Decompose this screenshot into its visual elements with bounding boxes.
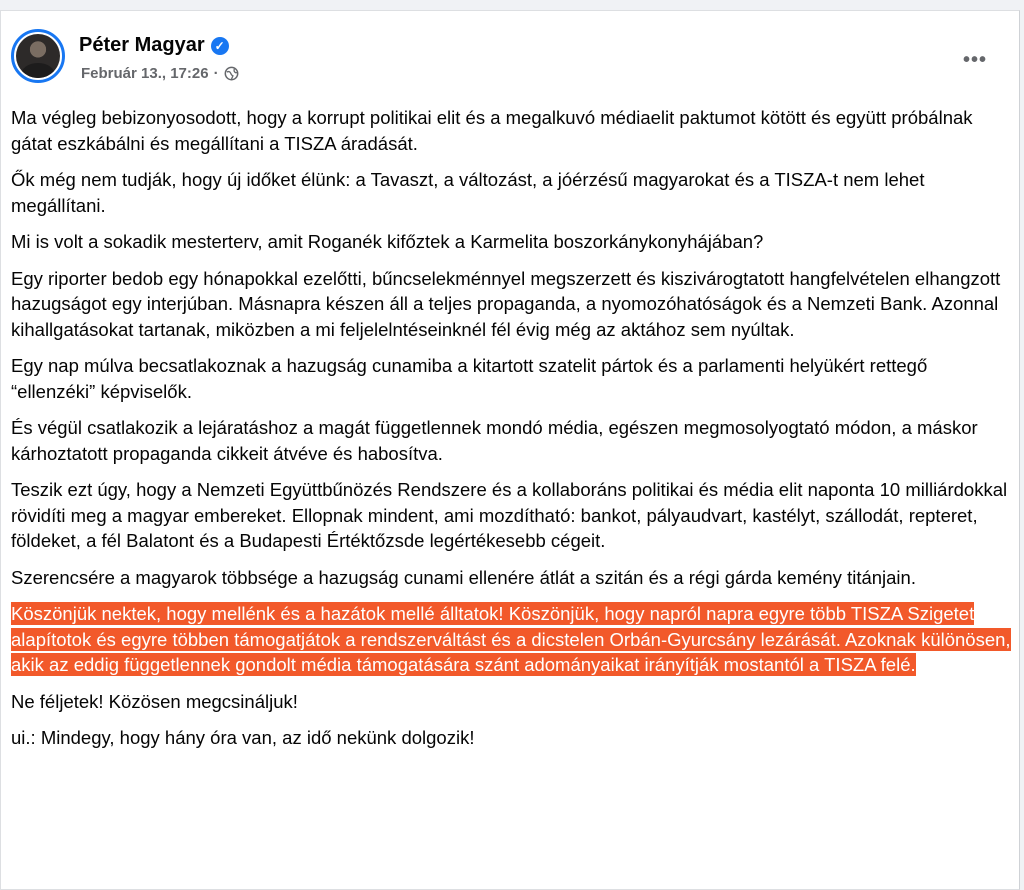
author-row [79,34,229,57]
closing-line: Ne féljetek! Közösen megcsináljuk! [11,690,298,712]
avatar-image [16,34,60,78]
post-paragraph: Szerencsére a magyarok többsége a hazugság cunami ellenére átlát a szitán és a régi gárda kemény titánjain. [11,566,916,588]
closing-line: ui.: Mindegy, hogy hány óra van, az idő nekünk dolgozik! [11,727,475,748]
globe-icon[interactable] [224,66,239,81]
meta-separator: · [213,65,219,82]
verified-badge-icon: ✓ [211,37,229,55]
post-paragraph: És végül csatlakozik a lejáratáshoz a magát függetlennek mondó média, egészen megmosolyogtató módon, a máskor kárhoztatott propaganda cikkeit átvéve és habosítva. [11,417,978,464]
post-paragraph: Ők még nem tudják, hogy új időket élünk: a Tavaszt, a változást, a jóérzésű magyarokat és a TISZA-t nem lehet megállítani. [11,169,925,216]
post-meta [81,65,239,82]
highlighted-paragraph [11,601,1011,678]
post-paragraph: Teszik ezt úgy, hogy a Nemzeti Együttbűnözés Rendszere és a kollaboráns politikai és média elit naponta 10 milliárdokkal rövidíti meg a magyar embereket. Ellopnak mindent, ami mozdítható: bankot, pályaudvart, kastélyt, szállodát, repteret, földeket, a fél Balatont és a Budapesti Értéktőzsde legértékesebb cégeit. [11,479,1008,551]
post-header [11,29,1019,93]
post-paragraph: Egy riporter bedob egy hónapokkal ezelőtti, bűncselekménnyel megszerzett és kiszivárogtatott hangfelvételen elhangzott hazugságot egy interjúban. Másnapra készen áll a teljes propaganda, a nyomozóhatóságok és a Nemzeti Bank. Azonnal kihallgatásokat tartanak, miközben a mi feljelelntéseinknél fél évig még az aktához sem nyúltak. [11,267,1001,340]
post-timestamp[interactable]: Február 13., 17:26 [81,65,209,82]
highlighted-text: Köszönjük nektek, hogy mellénk és a hazátok mellé álltatok! Köszönjük, hogy napról napra egyre több TISZA Szigetet alapítotok és egyre többen támogatjátok a rendszerváltást és a dicstelen Orbán-Gyurcsány lezárását. Azoknak különösen, akik az eddig függetlennek gondolt média támogatására szánt adományaikat irányítják mostantól a TISZA felé. [11,603,1011,675]
more-options-button[interactable]: ••• [962,49,987,71]
avatar[interactable] [11,29,65,83]
post-paragraph: Mi is volt a sokadik mesterterv, amit Roganék kifőztek a Karmelita boszorkánykonyhájában? [11,231,764,252]
author-name[interactable]: Péter Magyar [79,34,205,56]
post-body [11,105,1011,762]
post-card [0,10,1020,890]
post-paragraph: Ma végleg bebizonyosodott, hogy a korrupt politikai elit és a megalkuvó médiaelit paktumot kötött és együtt próbálnak gátat eszkábálni és megállítani a TISZA áradását. [11,107,973,154]
post-paragraph: Egy nap múlva becsatlakoznak a hazugság cunamiba a kitartott szatelit pártok és a parlamenti helyükért rettegő “ellenzéki” képviselők. [11,355,928,402]
